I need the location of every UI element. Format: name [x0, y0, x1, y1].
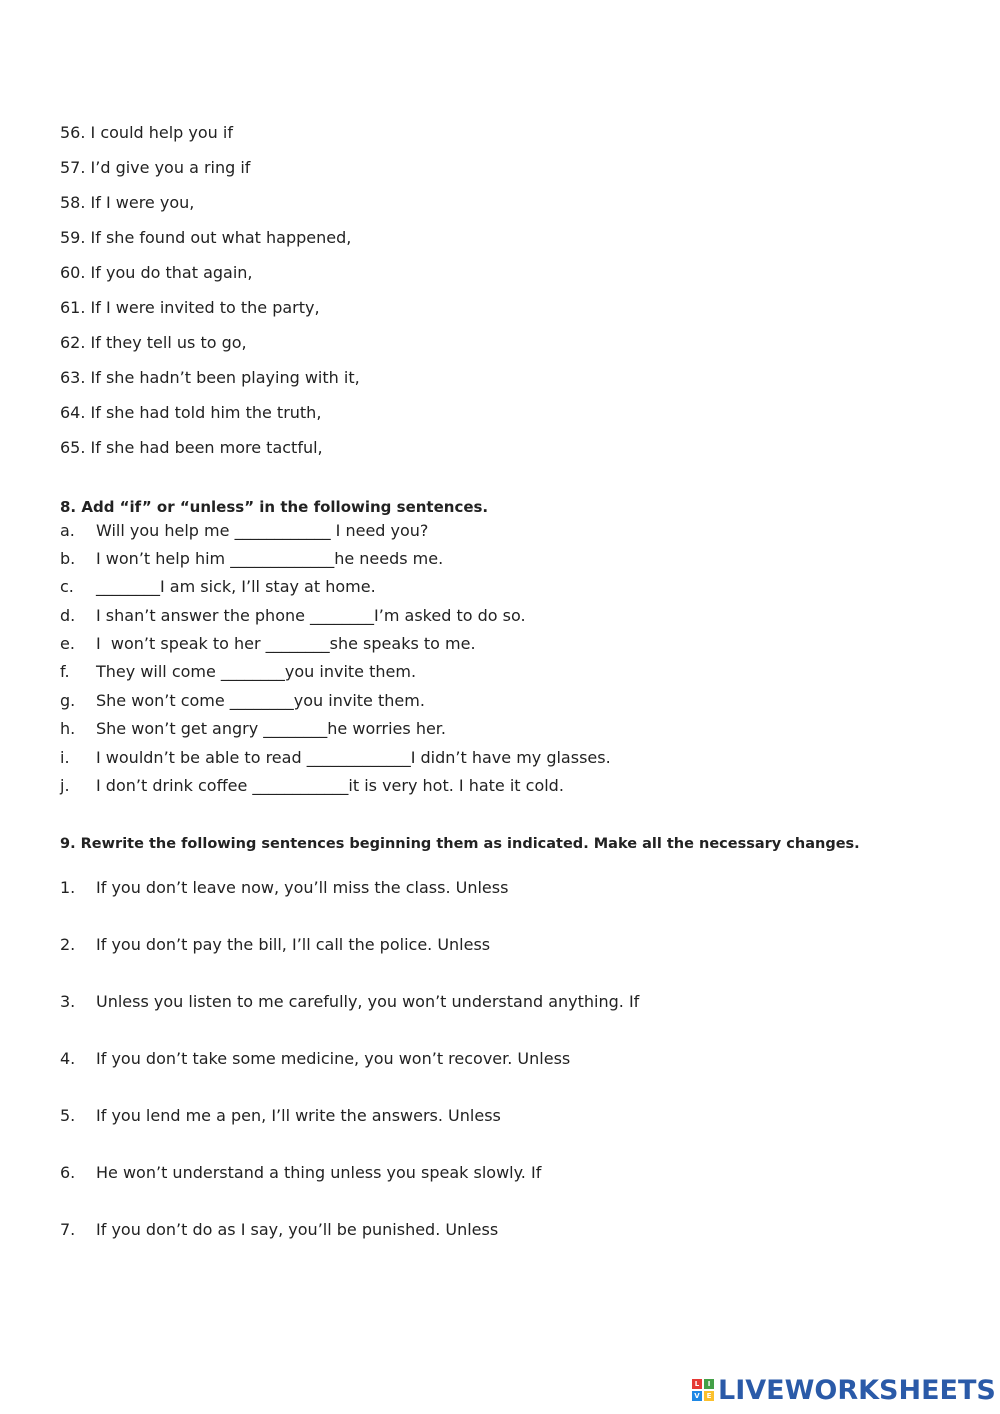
- logo-tile-e: E: [704, 1391, 714, 1401]
- logo-text: LIVEWORKSHEETS: [718, 1374, 996, 1406]
- logo-tiles-icon: [692, 1379, 714, 1401]
- section-8-letter-h: h.: [60, 719, 76, 738]
- item-60: 60. If you do that again,: [60, 263, 253, 282]
- section-8-letter-b: b.: [60, 549, 76, 568]
- item-59: 59. If she found out what happened,: [60, 228, 352, 247]
- section-8-item-f: They will come ________you invite them.: [96, 662, 417, 681]
- section-8-title: 8. Add “if” or “unless” in the following sentences.: [60, 498, 489, 516]
- section-9-num-7: 7.: [60, 1220, 76, 1239]
- section-9-item-6: He won’t understand a thing unless you speak slowly. If: [96, 1163, 542, 1182]
- section-8-item-e: I won’t speak to her ________she speaks to me.: [96, 634, 476, 653]
- section-9-item-7: If you don’t do as I say, you’ll be punished. Unless: [96, 1220, 499, 1239]
- section-8-letter-d: d.: [60, 606, 76, 625]
- section-8-letter-e: e.: [60, 634, 75, 653]
- section-9-num-3: 3.: [60, 992, 76, 1011]
- item-63: 63. If she hadn’t been playing with it,: [60, 368, 360, 387]
- section-9-num-4: 4.: [60, 1049, 76, 1068]
- section-8-letter-j: j.: [60, 776, 70, 795]
- item-62: 62. If they tell us to go,: [60, 333, 247, 352]
- section-8-item-h: She won’t get angry ________he worries her.: [96, 719, 446, 738]
- section-9-item-4: If you don’t take some medicine, you won’t recover. Unless: [96, 1049, 571, 1068]
- item-65: 65. If she had been more tactful,: [60, 438, 323, 457]
- section-9-num-2: 2.: [60, 935, 76, 954]
- item-58: 58. If I were you,: [60, 193, 195, 212]
- section-9-item-2: If you don’t pay the bill, I’ll call the police. Unless: [96, 935, 491, 954]
- logo-tile-l: L: [692, 1379, 702, 1389]
- section-9-item-5: If you lend me a pen, I’ll write the answers. Unless: [96, 1106, 501, 1125]
- item-64: 64. If she had told him the truth,: [60, 403, 322, 422]
- item-57: 57. I’d give you a ring if: [60, 158, 251, 177]
- section-8-item-b: I won’t help him _____________he needs me.: [96, 549, 444, 568]
- section-8-letter-i: i.: [60, 748, 70, 767]
- section-8-letter-a: a.: [60, 521, 75, 540]
- liveworksheets-logo[interactable]: [692, 1374, 996, 1406]
- logo-tile-v: V: [692, 1391, 702, 1401]
- section-8-letter-g: g.: [60, 691, 76, 710]
- item-56: 56. I could help you if: [60, 123, 233, 142]
- section-8-item-g: She won’t come ________you invite them.: [96, 691, 425, 710]
- section-8-item-j: I don’t drink coffee ____________it is very hot. I hate it cold.: [96, 776, 564, 795]
- section-9-num-5: 5.: [60, 1106, 76, 1125]
- section-9-item-1: If you don’t leave now, you’ll miss the class. Unless: [96, 878, 509, 897]
- section-8-letter-c: c.: [60, 577, 74, 596]
- section-8-item-i: I wouldn’t be able to read _____________I didn’t have my glasses.: [96, 748, 611, 767]
- section-8-item-a: Will you help me ____________ I need you?: [96, 521, 429, 540]
- section-8-item-c: ________I am sick, I’ll stay at home.: [96, 577, 376, 596]
- logo-tile-i: I: [704, 1379, 714, 1389]
- section-9-title: 9. Rewrite the following sentences beginning them as indicated. Make all the necessary changes.: [60, 836, 860, 852]
- section-8-item-d: I shan’t answer the phone ________I’m asked to do so.: [96, 606, 526, 625]
- item-61: 61. If I were invited to the party,: [60, 298, 320, 317]
- section-9-item-3: Unless you listen to me carefully, you won’t understand anything. If: [96, 992, 640, 1011]
- section-9-num-1: 1.: [60, 878, 76, 897]
- section-9-num-6: 6.: [60, 1163, 76, 1182]
- section-8-letter-f: f.: [60, 662, 70, 681]
